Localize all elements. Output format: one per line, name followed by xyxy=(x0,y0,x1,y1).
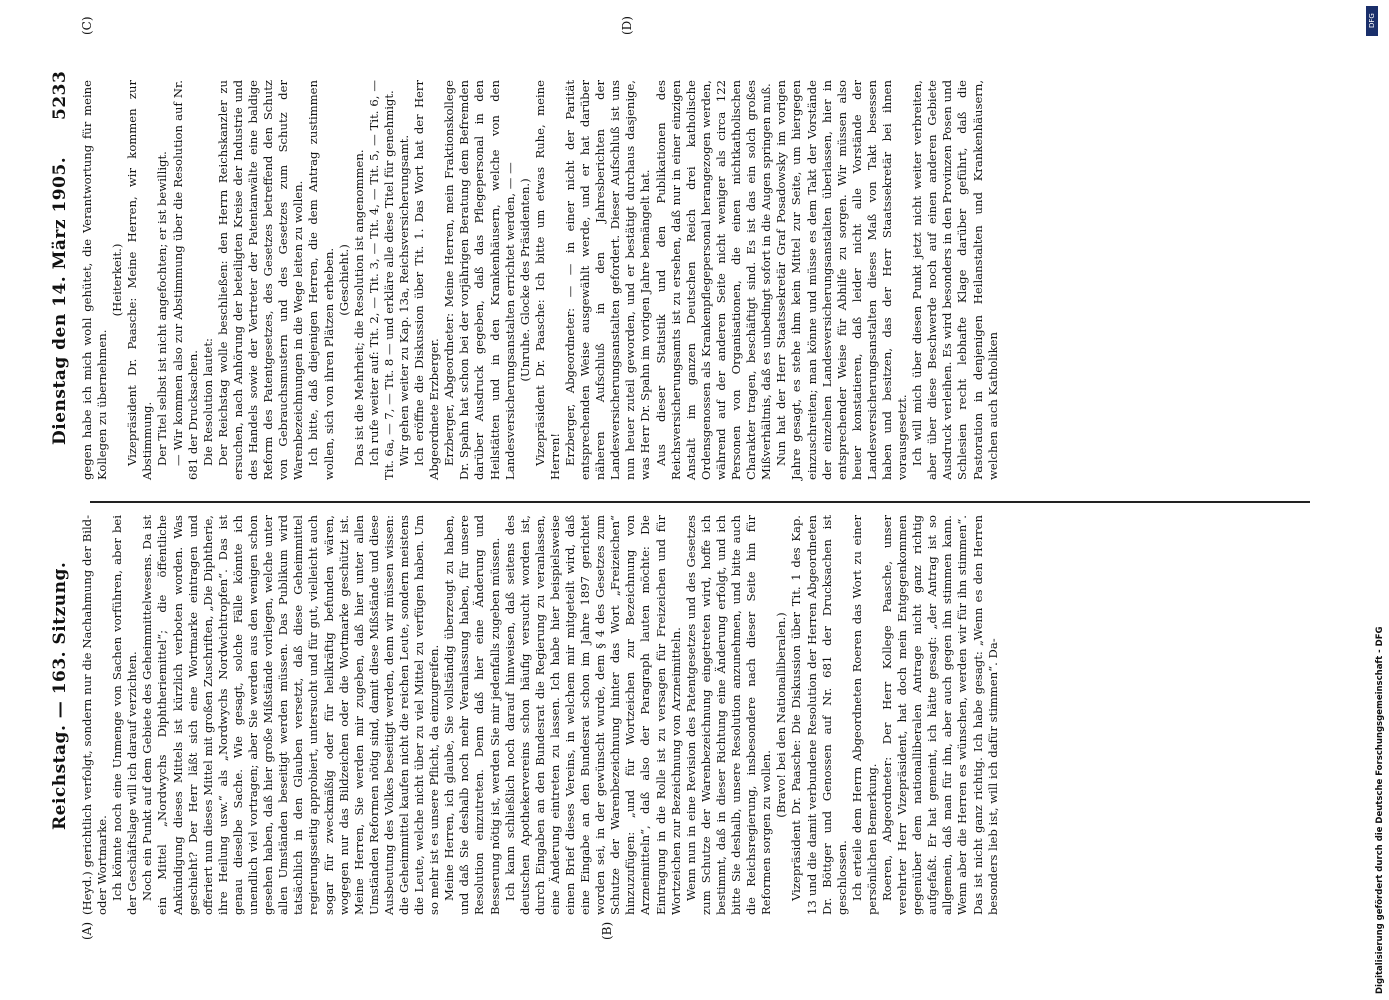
stage-direction: (Geschieht.) xyxy=(336,244,351,316)
paragraph: Der Titel selbst ist nicht angefochten; er ist bewilligt. xyxy=(155,151,170,466)
margin-mark-b: (B) xyxy=(600,921,614,940)
stage-direction: (Unruhe. Glocke des Präsidenten.) xyxy=(517,178,532,382)
margin-mark-d: (D) xyxy=(620,16,634,35)
paragraph: Ich könnte noch eine Unmenge von Sachen vorführen, aber bei der Geschäftslage will ich darauf verzichten. xyxy=(110,515,140,915)
paragraph: Erzberger, Abgeordneter: Meine Herren, mein Fraktionskollege Dr. Spahn hat schon bei der vorjährigen Beratung dem Befremden darüber Ausdruck gegeben, daß das Pflegepersonal in den Heilstätten und in den Krankenhäusern, welche von den Landesversicherungsanstalten errichtet werden, — — xyxy=(442,80,517,480)
digitization-credit: Digitalisierung gefördert durch die Deutsche Forschungsgemeinschaft - DFG xyxy=(1375,626,1385,994)
paragraph: Ich bitte, daß diejenigen Herren, die dem Antrag zustimmen wollen, sich von ihren Plätzen erheben. xyxy=(306,80,336,480)
dfg-logo: DFG xyxy=(1366,6,1378,36)
paragraph: Das ist die Mehrheit; die Resolution ist angenommen. xyxy=(351,149,366,466)
column-divider xyxy=(90,501,1310,503)
paragraph: Ich erteile dem Herrn Abgeordneten Roeren das Wort zu einer persönlichen Bemerkung. xyxy=(849,515,879,915)
paragraph: Ich eröffne die Diskussion über Tit. 1. Das Wort hat der Herr Abgeordnete Erzberger. xyxy=(412,80,442,480)
paragraph: Wir gehen weiter zu Kap. 13a, Reichsversicherungsamt. xyxy=(396,134,411,466)
header-session: Reichstag. — 163. Sitzung. xyxy=(50,561,70,830)
paragraph: Erzberger, Abgeordneter: — — in einer nicht der Parität entsprechenden Weise ausgewählt werde, und er hat darüber näheren Aufschluß in den Jahresberichten der Landesversicherungsanstalten gefordert. Dieser Aufschluß ist uns nun heuer zuteil geworden, und er bestätigt durchaus dasjenige, was Herr Dr. Spahn im vorigen Jahre bemängelt hat. xyxy=(563,80,653,480)
margin-mark-a: (A) xyxy=(80,921,94,940)
stage-direction: (Heiterkeit.) xyxy=(110,243,125,317)
paragraph: Ich kann schließlich noch darauf hinweisen, daß seitens des deutschen Apothekervereins schon häufig versucht worden ist, durch Eingaben an den Bundesrat die Regierung zu veranlassen, eine Änderung eintreten zu lassen. Ich habe hier beispielsweise einen Brief dieses Vereins, in welchem mir mitgeteilt wird, daß eine Eingabe an den Bundesrat schon im Jahre 1897 gerichtet worden sei, in der gewünscht wurde, dem § 4 des Gesetzes zum Schutze der Warenbezeichnung hinter das Wort „Freizeichen“ hinzuzufügen: „und für Wortzeichen zur Bezeichnung von Arzneimitteln“, daß also der Paragraph lauten möchte: Die Eintragung in die Rolle ist zu versagen für Freizeichen und für Wortzeichen zur Bezeichnung von Arzneimitteln. xyxy=(502,515,683,915)
header-date: Dienstag den 14. März 1905. xyxy=(50,156,70,445)
paragraph: Nun hat der Herr Staatssekretär Graf Posadowsky im vorigen Jahre gesagt, es stehe ihm kein Mittel zur Seite, um hiergegen einzuschreiten; man könne und müsse es dem Takt der Vorstände der einzelnen Landesversicherungsanstalten überlassen, hier in entsprechender Weise für Abhilfe zu sorgen. Wir müssen also heuer konstatieren, daß leider nicht alle Vorstände der Landesversicherungsanstalten dieses Maß von Takt besessen haben und besitzen, das der Herr Staatssekretär bei ihnen vorausgesetzt. xyxy=(774,80,910,480)
paragraph: Roeren, Abgeordneter: Der Herr Kollege Paasche, unser verehrter Herr Vizepräsident, hat doch mein Entgegenkommen gegenüber dem nationalliberalen Antrage nicht ganz richtig aufgefaßt. Er hat gemeint, ich hätte gesagt: „der Antrag ist so allgemein, daß man für ihn, aber auch gegen ihn stimmen kann. Wenn aber die Herren es wünschen, werden wir für ihn stimmen“. Das ist nicht ganz richtig. Ich habe gesagt: „Wenn es den Herren besonders lieb ist, will ich dafür stimmen“. Da- xyxy=(879,515,1000,915)
paragraph: Vizepräsident Dr. Paasche: Meine Herren, wir kommen zur Abstimmung. xyxy=(125,80,155,480)
paragraph: Ich rufe weiter auf: Tit. 2, — Tit. 3, — Tit. 4, — Tit. 5, — Tit. 6, — Tit. 6a, — 7, — Tit. 8 — und erkläre alle diese Titel für genehmigt. xyxy=(366,80,396,480)
applause-note: (Bravo! bei den Nationalliberalen.) xyxy=(774,612,789,818)
paragraph: Meine Herren, ich glaube, Sie vollständig überzeugt zu haben, und daß Sie deshalb noch mehr Veranlassung haben, für unsere Resolution einzutreten. Denn daß hier eine Änderung und Besserung nötig ist, werden Sie mir jedenfalls zugeben müssen. xyxy=(442,515,502,915)
margin-mark-c: (C) xyxy=(80,16,94,35)
paragraph: Vizepräsident Dr. Paasche: Ich bitte um etwas Ruhe, meine Herren! xyxy=(532,80,562,480)
paragraph: (Heyd.) gerichtlich verfolgt, sondern nur die Nachahmung der Bild- oder Wortmarke. xyxy=(80,515,110,915)
left-column xyxy=(80,515,1200,915)
resolution-text: Der Reichstag wolle beschließen: den Herrn Reichskanzler zu ersuchen, nach Anhörung der beteiligten Kreise der Industrie und des Handels sowie der Vertreter der Patentanwälte eine baldige Reform des Patentgesetzes, des Gesetzes betreffend den Schutz von Gebrauchsmustern und des Gesetzes zum Schutz der Warenbezeichnungen in die Wege leiten zu wollen. xyxy=(215,80,306,480)
paragraph: gegen habe ich mich wohl gehütet, die Verantwortung für meine Kollegen zu übernehmen. xyxy=(80,80,110,480)
page-header xyxy=(0,0,70,1000)
right-column xyxy=(80,80,1200,480)
paragraph: — Wir kommen also zur Abstimmung über die Resolution auf Nr. 681 der Drucksachen. xyxy=(170,80,200,480)
page-number: 5233 xyxy=(50,70,70,120)
paragraph: Noch ein Punkt auf dem Gebiete des Geheimmittelwesens. Da ist ein Mittel „Nordwychs Diphtheriemittel“; die öffentliche Ankündigung dieses Mittels ist kürzlich verboten worden. Was geschieht? Der Herr läßt sich eine Wortmarke eintragen und offeriert nun dieses Mittel mit großen Zuschriften, „Die Diphtherie, ihre Heilung usw.“ als „Nordwychs Nordwichtropfen“. Das ist genau dieselbe Sache. Wie gesagt, solche Fälle könnte ich unendlich viel vortragen; aber Sie werden aus den wenigen schon gesehen haben, daß hier große Mißstände vorliegen, welche unter allen Umständen beseitigt werden müssen. Das Publikum wird tatsächlich in den Glauben versetzt, daß diese Geheimmittel regierungsseitig approbiert, untersucht und für gut, vielleicht auch sogar für zweckmäßig oder für heilkräftig befunden wären, wogegen nur das Bildzeichen oder die Wortmarke geschützt ist. Meine Herren, Sie werden mir zugeben, daß hier unter allen Umständen Reformen nötig sind, damit diese Mißstände und diese Ausbeutung des Volkes beseitigt werden, denn wir müssen wissen: die Geheimmittel kaufen nicht die reichen Leute, sondern meistens die Leute, welche nicht über zu viel Mittel zu verfügen haben. Um so mehr ist es unsere Pflicht, da einzugreifen. xyxy=(140,515,442,915)
paragraph: Ich will mich über diesen Punkt jetzt nicht weiter verbreiten, aber über diese Beschwerde noch auf einen anderen Gebiete Ausdruck verleihen. Es wird besonders in den Provinzen Posen und Schlesien recht lebhafte Klage darüber geführt, daß die Pastoration in denjenigen Heilanstalten und Krankenhäusern, welchen auch Katholiken xyxy=(910,80,1000,480)
paragraph: Wenn nun in eine Revision des Patentgesetzes und des Gesetzes zum Schutze der Warenbezeichnung eingetreten wird, hoffe ich bestimmt, daß in dieser Richtung eine Änderung erfolgt, und ich bitte Sie deshalb, unsere Resolution anzunehmen, und bitte auch die Reichsregierung, insbesondere nach dieser Seite hin für Reformen sorgen zu wollen. xyxy=(683,515,774,915)
paragraph: Aus dieser Statistik und den Publikationen des Reichsversicherungsamts ist zu ersehen, daß nur in einer einzigen Anstalt im ganzen Deutschen Reich drei katholische Ordensgenossen als Krankenpflegepersonal herangezogen werden, während auf der anderen Seite nicht weniger als circa 122 Personen von Organisationen, die einen nichtkatholischen Charakter tragen, beschäftigt sind. Es ist das ein solch großes Mißverhältnis, daß es unbedingt sofort in die Augen springen muß. xyxy=(653,80,774,480)
paragraph: Die Resolution lautet: xyxy=(200,338,215,466)
paragraph: Vizepräsident Dr. Paasche: Die Diskussion über Tit. 1 des Kap. 13 und die damit verbundene Resolution der Herren Abgeordneten Dr. Böttger und Genossen auf Nr. 681 der Drucksachen ist geschlossen. xyxy=(789,515,849,915)
